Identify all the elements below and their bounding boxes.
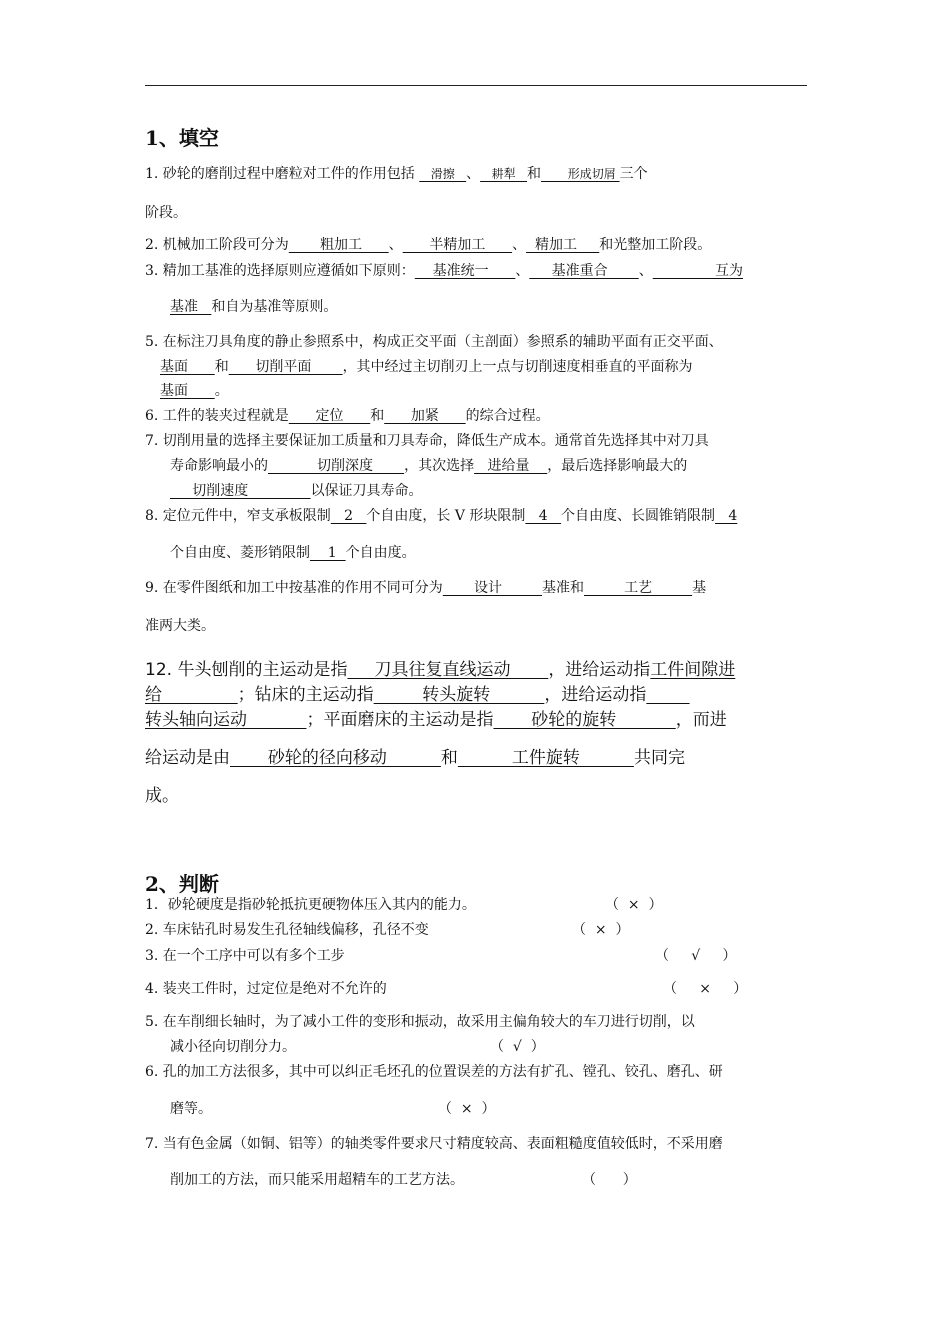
answer-blank: 给 (145, 685, 238, 705)
question-5-line-1: 5. 在标注刀具角度的静止参照系中，构成正交平面（主剖面）参照系的辅助平面有正交平面、 (145, 334, 723, 350)
question-1-line-2: 阶段。 (145, 205, 187, 221)
answer-blank (646, 685, 689, 705)
answer-blank: 切削深度 (268, 458, 405, 474)
answer-blank: 切削平面 (228, 359, 343, 375)
judge-6-line-1: 6. 孔的加工方法很多，其中可以纠正毛坯孔的位置误差的方法有扩孔、镗孔、铰孔、磨孔、研 (145, 1064, 723, 1080)
answer-blank: 半精加工 (402, 237, 513, 253)
question-7-line-2: 寿命影响最小的 切削深度 ，其次选择 进给量 ，最后选择影响最大的 (170, 458, 688, 474)
answer-blank: 基面 (160, 383, 215, 399)
judge-5-mark: （ √ ） (490, 1039, 545, 1055)
judge-3-mark: （ √ ） (655, 948, 737, 964)
answer-blank: 切削速度 (170, 483, 311, 499)
answer-blank: 进给量 (474, 458, 548, 474)
question-3-line-2: 基准 和自为基准等原则。 (170, 299, 338, 315)
answer-blank: 设计 (442, 580, 543, 596)
answer-blank: 4 (715, 508, 738, 524)
answer-blank: 耕犁 (480, 167, 528, 181)
question-12-line-3: 转头轴向运动 ；平面磨床的主运动是指 砂轮的旋转 ，而进 (145, 710, 727, 730)
question-8-line-1: 8. 定位元件中，窄支承板限制 2 个自由度，长 V 形块限制 4 个自由度、长圆锥销限制 4 (145, 508, 738, 524)
question-3-line-1: 3. 精加工基准的选择原则应遵循如下原则： 基准统一 、 基准重合 、 互为 (145, 263, 744, 279)
question-9-line-1: 9. 在零件图纸和加工中按基准的作用不同可分为 设计 基准和 工艺 基 (145, 580, 707, 596)
answer-blank: 1 (310, 545, 346, 561)
judge-7-mark: （ ） (582, 1172, 637, 1188)
judge-3-text: 3. 在一个工序中可以有多个工步 (145, 948, 345, 964)
answer-blank: 基准统一 (414, 263, 516, 279)
judge-4-text: 4. 装夹工件时，过定位是绝对不允许的 (145, 981, 387, 997)
answer-blank: 基面 (160, 359, 215, 375)
question-5-line-2: 基面 和 切削平面 ，其中经过主切削刃上一点与切削速度相垂直的平面称为 (160, 359, 693, 375)
answer-blank: 形成切屑 (541, 167, 620, 181)
judge-4-mark: （ × ） (663, 981, 748, 997)
answer-blank: 基准重合 (529, 263, 639, 279)
judge-5-line-1: 5. 在车削细长轴时，为了减小工件的变形和振动，故采用主偏角较大的车刀进行切削，以 (145, 1014, 695, 1030)
question-2: 2. 机械加工阶段可分为 粗加工 、 半精加工 、 精加工 和光整加工阶段。 (145, 237, 712, 253)
answer-blank: 滑擦 (419, 167, 467, 181)
question-8-line-2: 个自由度、菱形销限制 1 个自由度。 (170, 545, 416, 561)
question-6: 6. 工件的装夹过程就是 定位 和 加紧 的综合过程。 (145, 408, 550, 424)
judge-2-text: 2. 车床钻孔时易发生孔径轴线偏移，孔径不变 (145, 922, 429, 938)
answer-blank: 工件旋转 (457, 748, 634, 768)
judge-1-text: 1．砂轮硬度是指砂轮抵抗更硬物体压入其内的能力。 (145, 897, 476, 913)
judge-7-line-2: 削加工的方法，而只能采用超精车的工艺方法。 (170, 1172, 464, 1188)
answer-blank: 基准 (170, 299, 212, 315)
question-7-line-1: 7. 切削用量的选择主要保证加工质量和刀具寿命，降低生产成本。通常首先选择其中对刀具 (145, 433, 709, 449)
judge-7-line-1: 7. 当有色金属（如铜、铝等）的轴类零件要求尺寸精度较高、表面粗糙度值较低时，不采用磨 (145, 1136, 723, 1152)
answer-blank: 工艺 (584, 580, 693, 596)
answer-blank: 砂轮的径向移动 (230, 748, 441, 768)
question-7-line-3: 切削速度 以保证刀具寿命。 (170, 483, 423, 499)
header-rule (145, 85, 807, 86)
answer-blank: 刀具往复直线运动 (347, 660, 549, 680)
answer-blank: 转头轴向运动 (145, 710, 307, 730)
answer-blank: 转头旋转 (373, 685, 545, 705)
question-1-line-1: 1. 砂轮的磨削过程中磨粒对工件的作用包括 滑擦 、 耕犁 和 形成切屑 三个 (145, 166, 648, 182)
question-12-line-4: 给运动是由 砂轮的径向移动 和 工件旋转 共同完 (145, 748, 685, 768)
answer-blank: 定位 (288, 408, 371, 424)
judge-6-line-2: 磨等。 (170, 1101, 212, 1117)
answer-blank: 2 (330, 508, 367, 524)
question-12-line-5: 成。 (145, 786, 179, 806)
question-12-line-1: 12. 牛头刨削的主运动是指 刀具往复直线运动 ，进给运动指工件间隙进 (145, 660, 736, 680)
question-12-line-2: 给 ；钻床的主运动指 转头旋转 ，进给运动指 (145, 684, 690, 706)
question-9-line-2: 准两大类。 (145, 618, 215, 634)
answer-blank: 4 (525, 508, 562, 524)
section-title-fill-blank: 1、填空 (145, 126, 219, 150)
answer-blank: 粗加工 (288, 237, 389, 253)
answer-blank: 互为 (652, 263, 744, 279)
answer-blank: 精加工 (526, 237, 600, 253)
answer-blank: 工件间隙进 (650, 660, 736, 680)
judge-1-mark: （ × ） (605, 897, 663, 913)
judge-2-mark: （ × ） (572, 922, 630, 938)
question-5-line-3: 基面 。 (160, 383, 229, 399)
section-title-true-false: 2、判断 (145, 872, 219, 896)
judge-6-mark: （ × ） (438, 1101, 496, 1117)
answer-blank: 砂轮的旋转 (493, 710, 676, 730)
judge-5-line-2: 减小径向切削分力。 (170, 1039, 296, 1055)
answer-blank: 加紧 (384, 408, 466, 424)
